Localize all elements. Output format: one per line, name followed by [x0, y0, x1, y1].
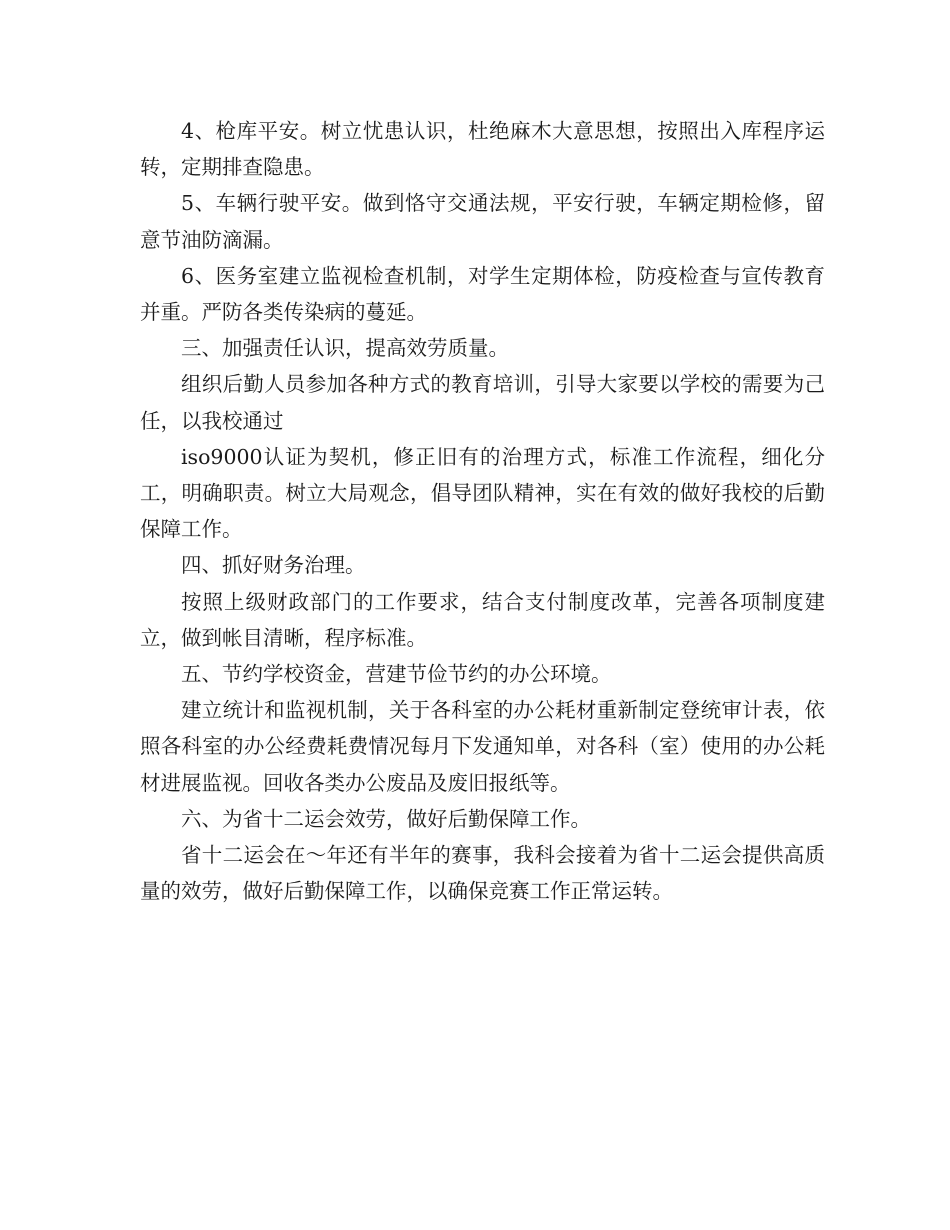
- section-heading-four: 四、抓好财务治理。: [181, 553, 366, 578]
- section-heading-six: 六、为省十二运会效劳，做好后勤保障工作。: [181, 806, 591, 831]
- paragraph-gun-storage-safety: 4、枪库平安。树立忧患认识，杜绝麻木大意思想，按照出入库程序运转，定期排查隐患。: [140, 119, 825, 180]
- paragraph-iso-certification: iso9000认证为契机，修正旧有的治理方式，标准工作流程，细化分工，明确职责。树立大局观念，倡导团队精神，实在有效的做好我校的后勤保障工作。: [140, 444, 825, 542]
- section-heading-three: 三、加强责任认识，提高效劳质量。: [181, 336, 509, 361]
- paragraph-finance: 按照上级财政部门的工作要求，结合支付制度改革，完善各项制度建立，做到帐目清晰，程序标准。: [140, 589, 825, 650]
- paragraph-vehicle-safety: 5、车辆行驶平安。做到恪守交通法规，平安行驶，车辆定期检修，留意节油防滴漏。: [140, 191, 825, 252]
- paragraph-games-support: 省十二运会在～年还有半年的赛事，我科会接着为省十二运会提供高质量的效劳，做好后勤保障工作，以确保竞赛工作正常运转。: [140, 843, 825, 904]
- paragraph-supply-monitoring: 建立统计和监视机制，关于各科室的办公耗材重新制定登统审计表，依照各科室的办公经费耗费情况每月下发通知单，对各科（室）使用的办公耗材进展监视。回收各类办公废品及废旧报纸等。: [140, 698, 825, 795]
- paragraph-staff-training: 组织后勤人员参加各种方式的教育培训，引导大家要以学校的需要为己任，以我校通过: [140, 372, 825, 433]
- paragraph-clinic-inspection: 6、医务室建立监视检查机制，对学生定期体检，防疫检查与宣传教育并重。严防各类传染病的蔓延。: [140, 263, 825, 325]
- section-heading-five: 五、节约学校资金，营建节俭节约的办公环境。: [181, 662, 612, 687]
- document-body: [140, 113, 825, 909]
